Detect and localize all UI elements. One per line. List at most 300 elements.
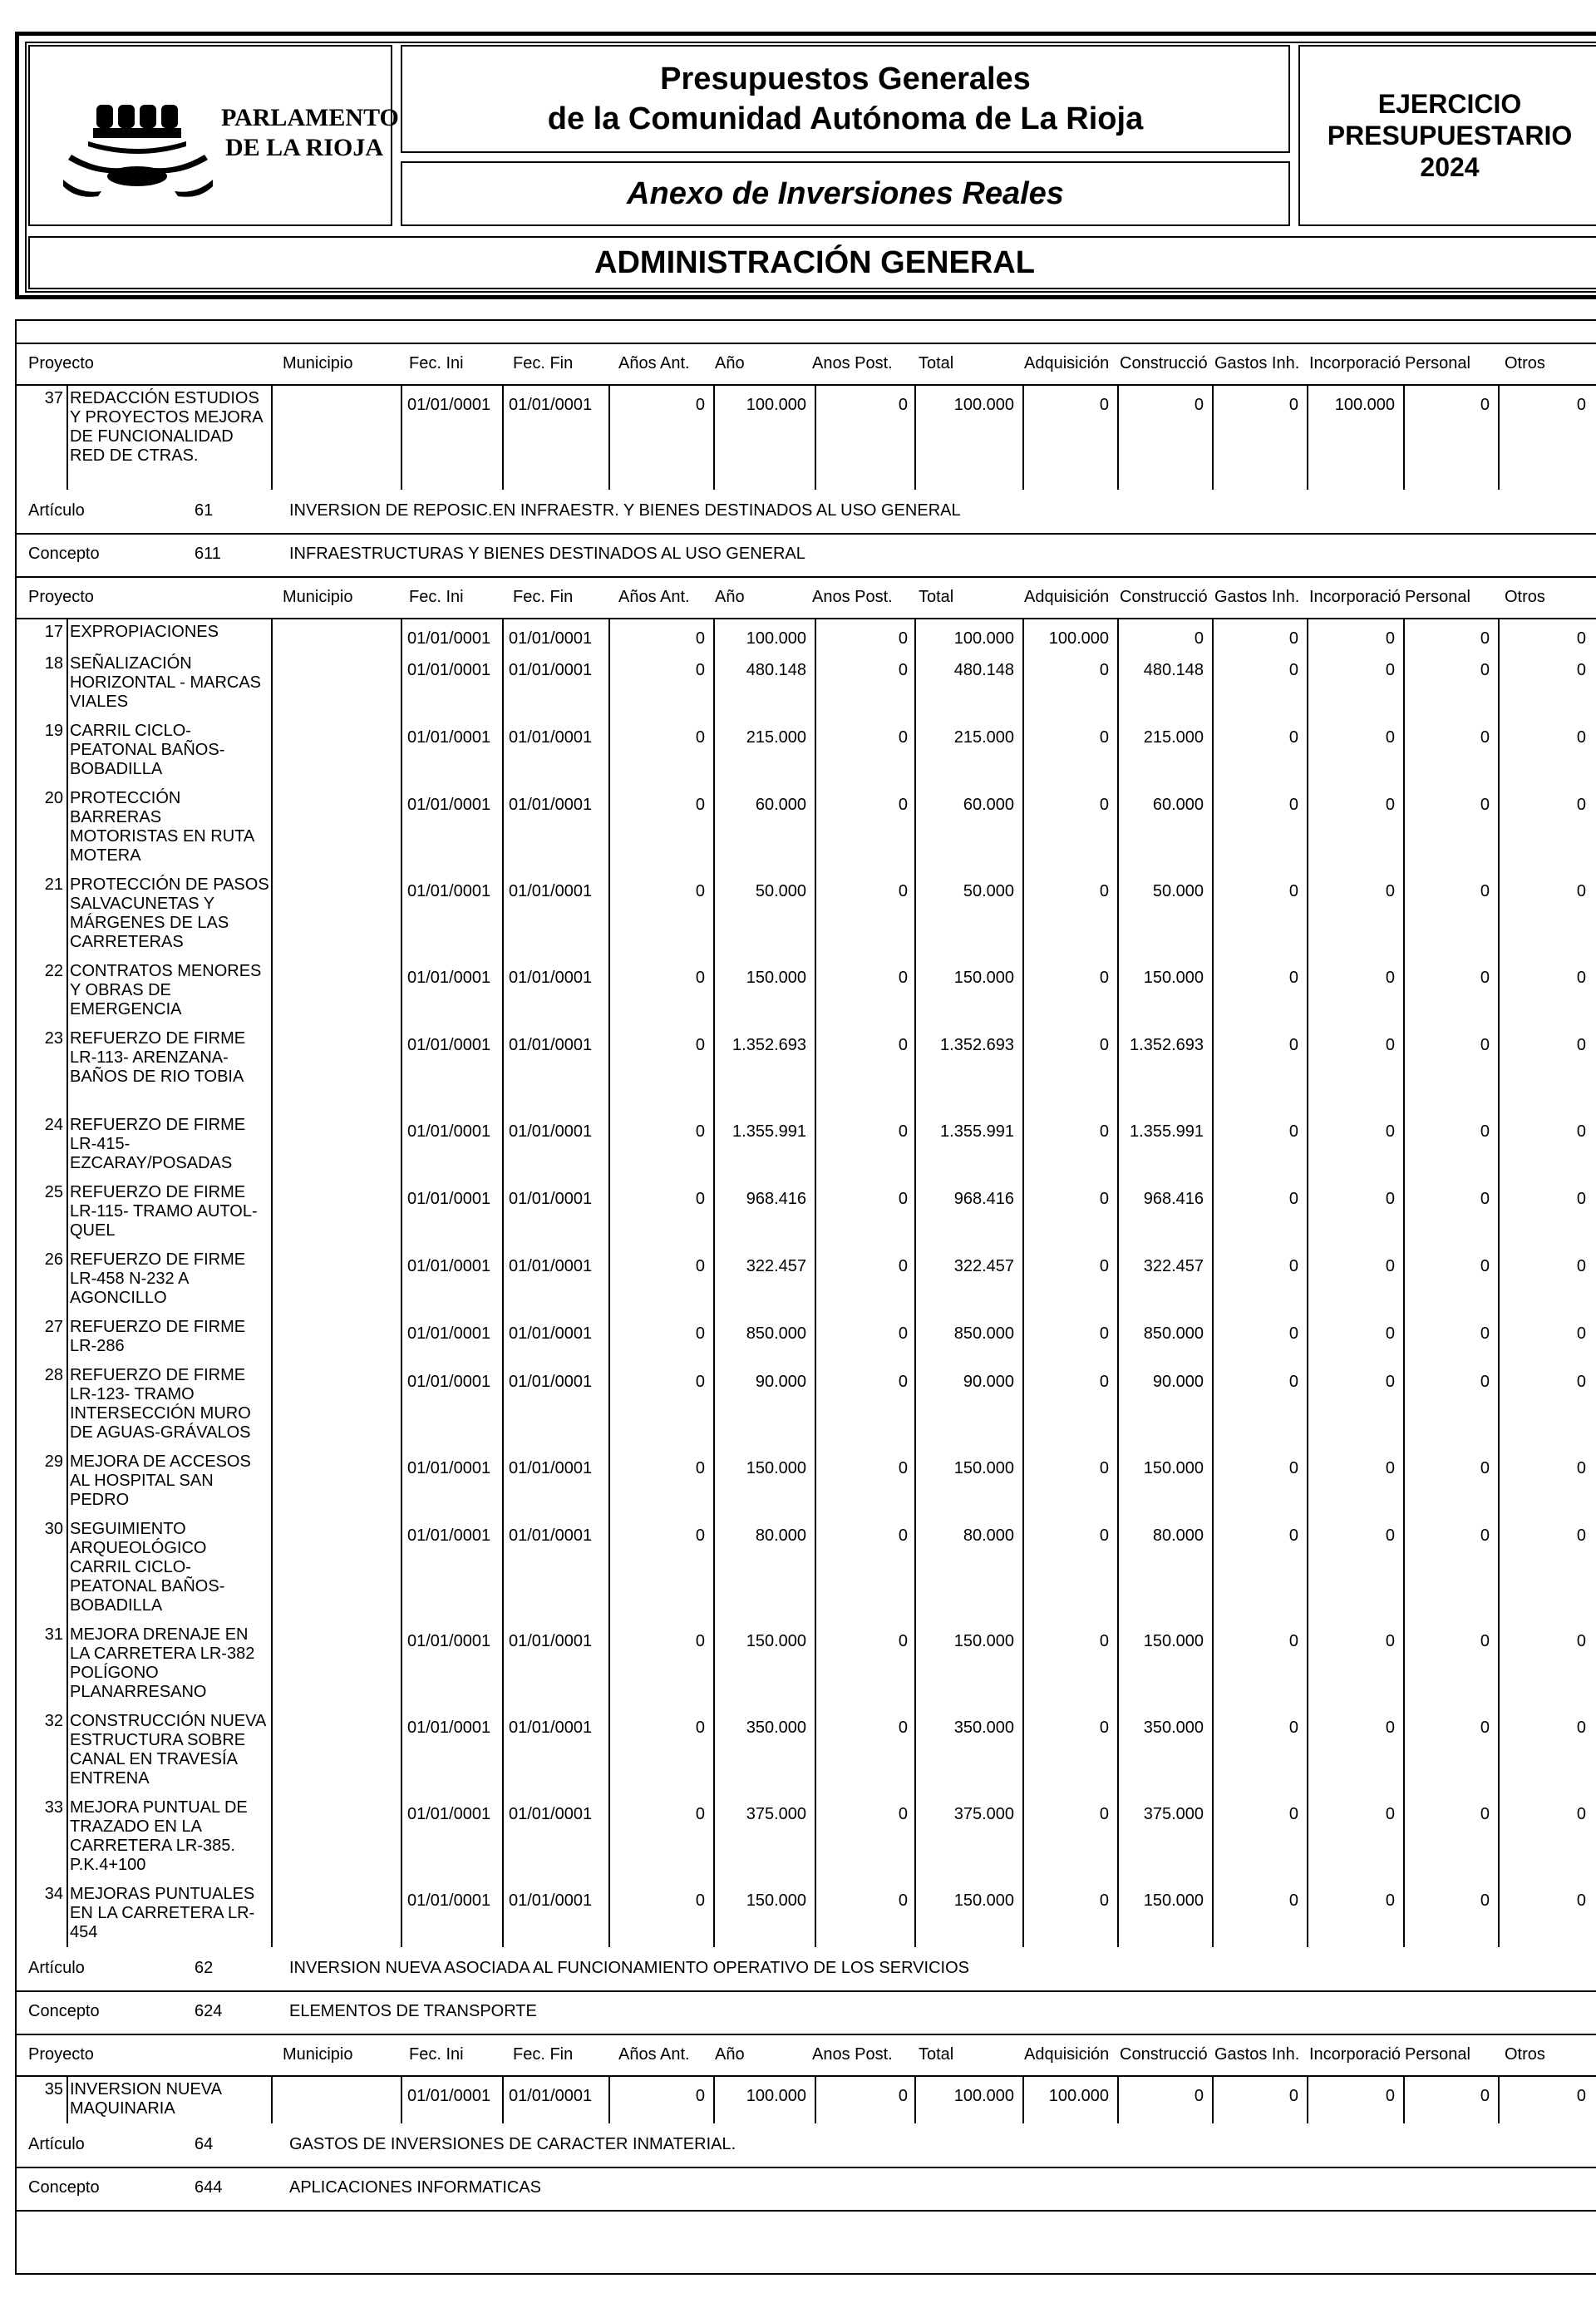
column-divider (713, 1620, 715, 1707)
amount-cell: 90.000 (1152, 1373, 1204, 1391)
end-date: 01/01/0001 (509, 969, 593, 987)
column-divider (401, 1178, 402, 1245)
project-number: 22 (44, 962, 63, 980)
column-divider (1117, 384, 1119, 490)
column-divider (1117, 649, 1119, 717)
column-divider (1403, 1620, 1405, 1707)
column-divider (502, 618, 504, 649)
amount-cell: 0 (1385, 1526, 1395, 1545)
year-label-1: EJERCICIO (1377, 89, 1522, 119)
column-divider (1498, 717, 1500, 784)
amount-cell: 850.000 (746, 1324, 806, 1343)
start-date: 01/01/0001 (407, 728, 491, 747)
project-description: CONSTRUCCIÓN NUEVA ESTRUCTURA SOBRE CANAL EN TRAVESÍA ENTRENA (70, 1712, 266, 1788)
column-header: Otros (1505, 588, 1545, 606)
column-divider (914, 784, 916, 870)
column-divider (713, 1447, 715, 1515)
column-header: Fec. Fin (513, 588, 574, 606)
column-divider (1498, 1024, 1500, 1111)
column-divider (1117, 1447, 1119, 1515)
column-divider (608, 717, 610, 784)
amount-cell: 0 (695, 1324, 705, 1343)
column-divider (271, 649, 273, 717)
column-divider (66, 717, 68, 784)
title-line-2: de la Comunidad Autónoma de La Rioja (547, 101, 1144, 136)
amount-cell: 0 (898, 1526, 908, 1545)
amount-cell: 0 (695, 629, 705, 648)
label-description: INVERSION DE REPOSIC.EN INFRAESTR. Y BIENES DESTINADOS AL USO GENERAL (289, 501, 961, 520)
project-number: 35 (44, 2080, 63, 2098)
amount-cell: 0 (695, 882, 705, 900)
column-divider (1212, 618, 1214, 649)
section-title-box (28, 236, 1596, 289)
label-description: ELEMENTOS DE TRANSPORTE (289, 2002, 537, 2020)
column-divider (1022, 618, 1024, 649)
start-date: 01/01/0001 (407, 1373, 491, 1391)
column-divider (502, 384, 504, 490)
column-divider (713, 870, 715, 957)
amount-cell: 480.148 (953, 661, 1014, 679)
amount-cell: 375.000 (953, 1805, 1014, 1823)
column-divider (271, 870, 273, 957)
column-divider (1022, 1313, 1024, 1361)
amount-cell: 0 (1099, 1257, 1109, 1275)
label-code: 611 (195, 545, 221, 563)
column-divider (608, 1361, 610, 1447)
amount-cell: 50.000 (1152, 882, 1204, 900)
column-divider (1498, 784, 1500, 870)
end-date: 01/01/0001 (509, 882, 593, 900)
amount-cell: 0 (1099, 1324, 1109, 1343)
project-description: REFUERZO DE FIRME LR-123- TRAMO INTERSECCIÓN MURO DE AGUAS-GRÁVALOS (70, 1366, 251, 1442)
column-divider (1307, 784, 1308, 870)
column-header: Año (715, 354, 745, 372)
amount-cell: 215.000 (1143, 728, 1204, 747)
project-number: 33 (44, 1798, 63, 1817)
column-divider (1212, 717, 1214, 784)
row-divider (15, 2034, 1596, 2035)
amount-cell: 0 (898, 796, 908, 814)
column-header: Personal (1405, 2045, 1470, 2064)
amount-cell: 150.000 (746, 1891, 806, 1910)
column-divider (1117, 1313, 1119, 1361)
column-divider (66, 1313, 68, 1361)
amount-cell: 0 (695, 1805, 705, 1823)
column-divider (1022, 649, 1024, 717)
project-description: CONTRATOS MENORES Y OBRAS DE EMERGENCIA (70, 962, 262, 1018)
column-divider (815, 1178, 816, 1245)
amount-cell: 0 (1288, 1891, 1298, 1910)
project-number: 23 (44, 1029, 63, 1048)
column-header: Años Ant. (618, 2045, 690, 2064)
amount-cell: 968.416 (746, 1190, 806, 1208)
column-divider (1022, 1111, 1024, 1178)
column-header: Adquisición (1024, 354, 1110, 372)
column-divider (502, 1447, 504, 1515)
column-divider (271, 717, 273, 784)
amount-cell: 0 (695, 1459, 705, 1477)
column-divider (1212, 1111, 1214, 1178)
column-divider (1117, 1111, 1119, 1178)
amount-cell: 0 (1288, 1122, 1298, 1141)
column-header: Gastos Inh. (1214, 588, 1300, 606)
column-divider (502, 1793, 504, 1880)
column-divider (401, 2075, 402, 2123)
amount-cell: 0 (1480, 1373, 1490, 1391)
amount-cell: 0 (1099, 661, 1109, 679)
amount-cell: 0 (1288, 1036, 1298, 1054)
column-divider (502, 649, 504, 717)
column-divider (401, 1880, 402, 1947)
label-description: GASTOS DE INVERSIONES DE CARACTER INMATERIAL. (289, 2135, 736, 2153)
project-description: REFUERZO DE FIRME LR-113- ARENZANA-BAÑOS DE RIO TOBIA (70, 1029, 246, 1086)
column-header: Personal (1405, 354, 1470, 372)
column-divider (271, 1245, 273, 1313)
fiscal-year-box (1298, 45, 1596, 226)
column-divider (815, 1245, 816, 1313)
column-divider (1022, 1515, 1024, 1620)
start-date: 01/01/0001 (407, 661, 491, 679)
amount-cell: 0 (1099, 1632, 1109, 1650)
column-divider (914, 384, 916, 490)
column-divider (1022, 1024, 1024, 1111)
column-divider (401, 957, 402, 1024)
amount-cell: 0 (1385, 728, 1395, 747)
amount-cell: 150.000 (746, 1632, 806, 1650)
column-divider (713, 1313, 715, 1361)
column-divider (1307, 1024, 1308, 1111)
column-divider (1212, 870, 1214, 957)
column-divider (66, 649, 68, 717)
amount-cell: 350.000 (953, 1719, 1014, 1737)
amount-cell: 0 (1576, 629, 1586, 648)
amount-cell: 0 (1099, 1526, 1109, 1545)
column-divider (1307, 2075, 1308, 2123)
amount-cell: 0 (1288, 396, 1298, 414)
column-divider (401, 1707, 402, 1793)
column-divider (1498, 870, 1500, 957)
amount-cell: 0 (1480, 1459, 1490, 1477)
amount-cell: 0 (1576, 882, 1586, 900)
column-divider (401, 618, 402, 649)
amount-cell: 215.000 (746, 728, 806, 747)
column-header: Gastos Inh. (1214, 354, 1300, 372)
project-number: 34 (44, 1885, 63, 1903)
column-divider (1117, 717, 1119, 784)
end-date: 01/01/0001 (509, 1373, 593, 1391)
column-divider (815, 957, 816, 1024)
amount-cell: 375.000 (746, 1805, 806, 1823)
column-divider (66, 1361, 68, 1447)
column-divider (713, 717, 715, 784)
project-number: 29 (44, 1452, 63, 1471)
column-header: Municipio (283, 354, 353, 372)
amount-cell: 0 (1385, 2087, 1395, 2105)
end-date: 01/01/0001 (509, 1459, 593, 1477)
amount-cell: 0 (1480, 1719, 1490, 1737)
column-divider (914, 1620, 916, 1707)
column-divider (815, 870, 816, 957)
amount-cell: 480.148 (1143, 661, 1204, 679)
amount-cell: 0 (1194, 2087, 1204, 2105)
amount-cell: 0 (1576, 1632, 1586, 1650)
amount-cell: 0 (695, 1526, 705, 1545)
project-description: INVERSION NUEVA MAQUINARIA (70, 2080, 221, 2118)
logo-box (28, 45, 399, 226)
amount-cell: 0 (695, 1190, 705, 1208)
amount-cell: 0 (1576, 1373, 1586, 1391)
row-divider (15, 2210, 1596, 2212)
column-divider (1117, 784, 1119, 870)
column-divider (401, 870, 402, 957)
column-divider (914, 1880, 916, 1947)
column-divider (401, 1111, 402, 1178)
amount-cell: 0 (1385, 1459, 1395, 1477)
column-header: Adquisición (1024, 588, 1110, 606)
column-divider (502, 1707, 504, 1793)
column-divider (1498, 1111, 1500, 1178)
column-divider (608, 957, 610, 1024)
column-divider (1022, 1793, 1024, 1880)
column-divider (502, 1361, 504, 1447)
project-number: 30 (44, 1520, 63, 1538)
column-divider (608, 1515, 610, 1620)
logo-text-line-1: PARLAMENTO (221, 104, 399, 131)
column-divider (1307, 618, 1308, 649)
amount-cell: 0 (1385, 1632, 1395, 1650)
amount-cell: 0 (898, 969, 908, 987)
column-divider (914, 1178, 916, 1245)
amount-cell: 0 (1480, 1324, 1490, 1343)
end-date: 01/01/0001 (509, 629, 593, 648)
amount-cell: 0 (1385, 796, 1395, 814)
row-divider (15, 2167, 1596, 2168)
column-divider (1212, 649, 1214, 717)
amount-cell: 0 (1385, 1190, 1395, 1208)
column-divider (271, 1880, 273, 1947)
column-header: Proyecto (28, 2045, 94, 2064)
amount-cell: 0 (1194, 396, 1204, 414)
amount-cell: 0 (1385, 1036, 1395, 1054)
project-number: 27 (44, 1318, 63, 1336)
row-divider (15, 2075, 1596, 2077)
column-divider (914, 618, 916, 649)
amount-cell: 0 (695, 1719, 705, 1737)
column-divider (1403, 1361, 1405, 1447)
column-divider (713, 1245, 715, 1313)
subtitle-box (401, 161, 1290, 226)
parliament-logo-icon (63, 80, 221, 205)
amount-cell: 0 (898, 1324, 908, 1343)
column-divider (608, 1447, 610, 1515)
column-header: Fec. Fin (513, 2045, 574, 2064)
column-divider (914, 1707, 916, 1793)
project-description: PROTECCIÓN DE PASOS SALVACUNETAS Y MÁRGENES DE LAS CARRETERAS (70, 875, 269, 951)
column-divider (1212, 384, 1214, 490)
amount-cell: 60.000 (1152, 796, 1204, 814)
column-divider (608, 1793, 610, 1880)
amount-cell: 1.352.693 (1130, 1036, 1204, 1054)
column-divider (914, 1361, 916, 1447)
amount-cell: 150.000 (953, 969, 1014, 987)
amount-cell: 0 (1385, 1122, 1395, 1141)
column-divider (713, 957, 715, 1024)
end-date: 01/01/0001 (509, 2087, 593, 2105)
column-divider (1307, 1447, 1308, 1515)
project-description: REFUERZO DE FIRME LR-458 N-232 A AGONCILLO (70, 1250, 246, 1307)
column-header: Anos Post. (812, 354, 893, 372)
column-divider (271, 1024, 273, 1111)
column-divider (1498, 618, 1500, 649)
column-header: Gastos Inh. (1214, 2045, 1300, 2064)
amount-cell: 0 (1385, 1257, 1395, 1275)
project-description: REDACCIÓN ESTUDIOS Y PROYECTOS MEJORA DE FUNCIONALIDAD RED DE CTRAS. (70, 389, 263, 465)
amount-cell: 0 (1385, 1805, 1395, 1823)
column-divider (815, 1361, 816, 1447)
label-type: Artículo (28, 2135, 85, 2153)
column-divider (1022, 784, 1024, 870)
amount-cell: 0 (695, 1122, 705, 1141)
column-divider (502, 2075, 504, 2123)
amount-cell: 0 (1576, 1526, 1586, 1545)
column-divider (713, 1024, 715, 1111)
amount-cell: 322.457 (953, 1257, 1014, 1275)
amount-cell: 0 (898, 1805, 908, 1823)
amount-cell: 0 (695, 1257, 705, 1275)
amount-cell: 215.000 (953, 728, 1014, 747)
project-number: 18 (44, 654, 63, 673)
amount-cell: 0 (1480, 1632, 1490, 1650)
amount-cell: 0 (1480, 1036, 1490, 1054)
amount-cell: 100.000 (1334, 396, 1395, 414)
start-date: 01/01/0001 (407, 1122, 491, 1141)
amount-cell: 375.000 (1143, 1805, 1204, 1823)
amount-cell: 100.000 (746, 396, 806, 414)
amount-cell: 0 (1099, 1719, 1109, 1737)
column-divider (1022, 1361, 1024, 1447)
column-divider (914, 1245, 916, 1313)
logo-text-line-2: DE LA RIOJA (224, 134, 384, 161)
column-divider (1022, 870, 1024, 957)
column-divider (608, 1178, 610, 1245)
amount-cell: 1.355.991 (732, 1122, 806, 1141)
amount-cell: 0 (1480, 796, 1490, 814)
column-divider (1498, 1245, 1500, 1313)
column-divider (608, 784, 610, 870)
end-date: 01/01/0001 (509, 1891, 593, 1910)
column-divider (1498, 1707, 1500, 1793)
amount-cell: 0 (1288, 2087, 1298, 2105)
amount-cell: 0 (1288, 1373, 1298, 1391)
column-divider (502, 1245, 504, 1313)
column-divider (713, 2075, 715, 2123)
amount-cell: 0 (1576, 1891, 1586, 1910)
project-description: REFUERZO DE FIRME LR-115- TRAMO AUTOL-QUEL (70, 1183, 258, 1240)
column-header: Total (919, 354, 954, 372)
project-number: 37 (44, 389, 63, 407)
label-type: Concepto (28, 545, 100, 563)
amount-cell: 0 (1099, 882, 1109, 900)
column-divider (1498, 1447, 1500, 1515)
column-header: Proyecto (28, 588, 94, 606)
column-divider (66, 784, 68, 870)
column-divider (815, 1111, 816, 1178)
column-divider (66, 1620, 68, 1707)
amount-cell: 80.000 (963, 1526, 1014, 1545)
column-divider (1498, 1361, 1500, 1447)
amount-cell: 50.000 (963, 882, 1014, 900)
amount-cell: 0 (1288, 1257, 1298, 1275)
end-date: 01/01/0001 (509, 1324, 593, 1343)
column-divider (271, 1793, 273, 1880)
column-divider (502, 1178, 504, 1245)
amount-cell: 0 (1480, 1891, 1490, 1910)
column-header: Otros (1505, 354, 1545, 372)
amount-cell: 0 (695, 396, 705, 414)
start-date: 01/01/0001 (407, 2087, 491, 2105)
amount-cell: 0 (898, 1459, 908, 1477)
amount-cell: 0 (1576, 1122, 1586, 1141)
amount-cell: 0 (898, 728, 908, 747)
start-date: 01/01/0001 (407, 1459, 491, 1477)
column-divider (914, 1313, 916, 1361)
amount-cell: 0 (1099, 1373, 1109, 1391)
amount-cell: 0 (1576, 661, 1586, 679)
column-divider (401, 717, 402, 784)
column-divider (401, 784, 402, 870)
column-divider (1498, 957, 1500, 1024)
label-description: APLICACIONES INFORMATICAS (289, 2178, 542, 2197)
amount-cell: 60.000 (755, 796, 806, 814)
project-number: 26 (44, 1250, 63, 1269)
column-header: Incorporació (1309, 354, 1401, 372)
amount-cell: 0 (1480, 969, 1490, 987)
column-divider (502, 1880, 504, 1947)
column-divider (1022, 1620, 1024, 1707)
amount-cell: 0 (695, 661, 705, 679)
column-divider (815, 1707, 816, 1793)
amount-cell: 0 (898, 661, 908, 679)
column-divider (271, 1515, 273, 1620)
column-divider (914, 1024, 916, 1111)
label-code: 61 (195, 501, 214, 520)
column-divider (815, 384, 816, 490)
column-divider (1022, 1447, 1024, 1515)
project-number: 20 (44, 789, 63, 807)
amount-cell: 100.000 (746, 629, 806, 648)
amount-cell: 350.000 (746, 1719, 806, 1737)
column-divider (1307, 1515, 1308, 1620)
column-header: Fec. Ini (409, 354, 464, 372)
column-divider (1307, 649, 1308, 717)
column-divider (66, 1880, 68, 1947)
project-number: 21 (44, 875, 63, 894)
project-number: 19 (44, 722, 63, 740)
column-divider (1212, 1313, 1214, 1361)
column-header: Incorporació (1309, 2045, 1401, 2064)
amount-cell: 0 (1099, 1891, 1109, 1910)
end-date: 01/01/0001 (509, 1632, 593, 1650)
amount-cell: 0 (1480, 1122, 1490, 1141)
column-divider (1403, 649, 1405, 717)
column-divider (1212, 784, 1214, 870)
amount-cell: 100.000 (953, 396, 1014, 414)
row-divider (15, 384, 1596, 386)
column-divider (502, 1313, 504, 1361)
column-divider (271, 1111, 273, 1178)
column-divider (271, 1313, 273, 1361)
column-divider (1403, 618, 1405, 649)
